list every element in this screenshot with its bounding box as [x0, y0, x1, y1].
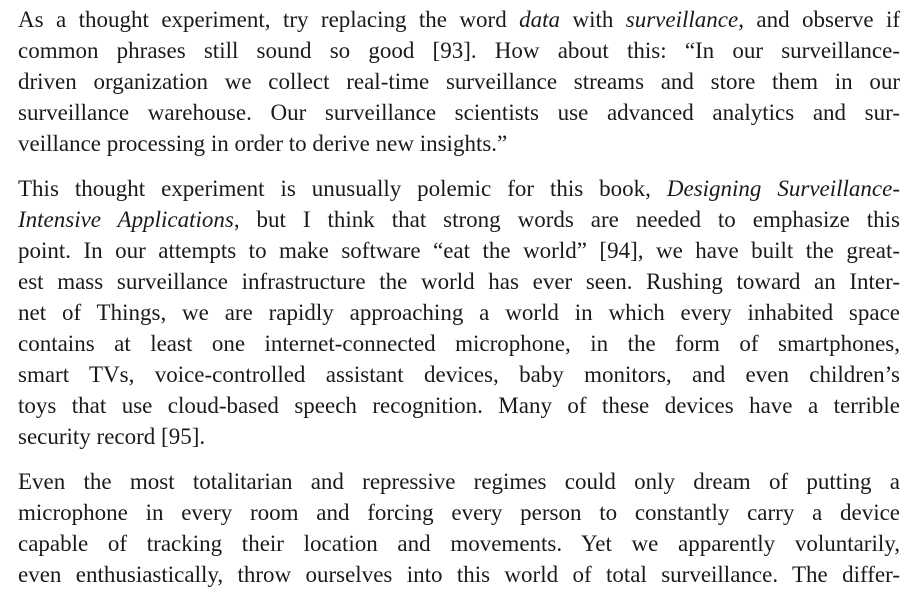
text-line	[18, 297, 900, 328]
text-run: net of Things, we are rapidly approaching a world in which every inhabited space	[18, 300, 900, 325]
text-run: Even the most totalitarian and repressive regimes could only dream of putting a	[18, 469, 900, 494]
text-run: security record [95].	[18, 424, 206, 449]
text-line	[18, 128, 900, 159]
text-line	[18, 173, 900, 204]
text-line	[18, 4, 900, 35]
text-run: , but I think that strong words are needed to emphasize this	[233, 207, 900, 232]
text-line	[18, 235, 900, 266]
text-run: smart TVs, voice-controlled assistant devices, baby monitors, and even children’s	[18, 362, 900, 387]
text-run: This thought experiment is unusually polemic for this book,	[18, 176, 667, 201]
text-line	[18, 390, 900, 421]
text-line	[18, 359, 900, 390]
body-text	[18, 4, 900, 590]
text-run: As a thought experiment, try replacing the word	[18, 7, 520, 32]
text-run: point. In our attempts to make software “eat the world” [94], we have built the great-	[18, 238, 900, 263]
text-run: toys that use cloud-based speech recognition. Many of these devices have a terrible	[18, 393, 900, 418]
paragraph	[18, 466, 900, 590]
text-line	[18, 421, 900, 452]
text-line	[18, 266, 900, 297]
paragraph-gap	[18, 159, 900, 173]
text-line	[18, 466, 900, 497]
italic-text: Designing Surveillance-	[666, 176, 900, 201]
text-run: est mass surveillance infrastructure the world has ever seen. Rushing toward an Inter-	[18, 269, 900, 294]
text-run: driven organization we collect real-time surveillance streams and store them in our	[18, 69, 900, 94]
paragraph	[18, 4, 900, 159]
text-line	[18, 497, 900, 528]
text-run: even enthusiastically, throw ourselves into this world of total surveillance. The differ-	[18, 562, 900, 587]
text-run: contains at least one internet-connected microphone, in the form of smartphones,	[18, 331, 900, 356]
text-run: common phrases still sound so good [93]. How about this: “In our surveillance-	[18, 38, 900, 63]
text-run: , and observe if	[738, 7, 900, 32]
italic-text: surveillance	[625, 7, 739, 32]
italic-text: Intensive Applications	[18, 207, 234, 232]
text-line	[18, 328, 900, 359]
text-run: microphone in every room and forcing every person to constantly carry a device	[18, 500, 900, 525]
document-page	[18, 4, 900, 590]
text-line	[18, 559, 900, 590]
text-run: capable of tracking their location and movements. Yet we apparently voluntarily,	[18, 531, 900, 556]
text-run: with	[560, 7, 626, 32]
text-line	[18, 35, 900, 66]
text-run: surveillance warehouse. Our surveillance scientists use advanced analytics and sur-	[18, 100, 900, 125]
paragraph	[18, 173, 900, 452]
italic-text: data	[519, 7, 561, 32]
text-line	[18, 66, 900, 97]
text-run: veillance processing in order to derive new insights.”	[18, 131, 508, 156]
text-line	[18, 528, 900, 559]
text-line	[18, 204, 900, 235]
paragraph-gap	[18, 452, 900, 466]
text-line	[18, 97, 900, 128]
